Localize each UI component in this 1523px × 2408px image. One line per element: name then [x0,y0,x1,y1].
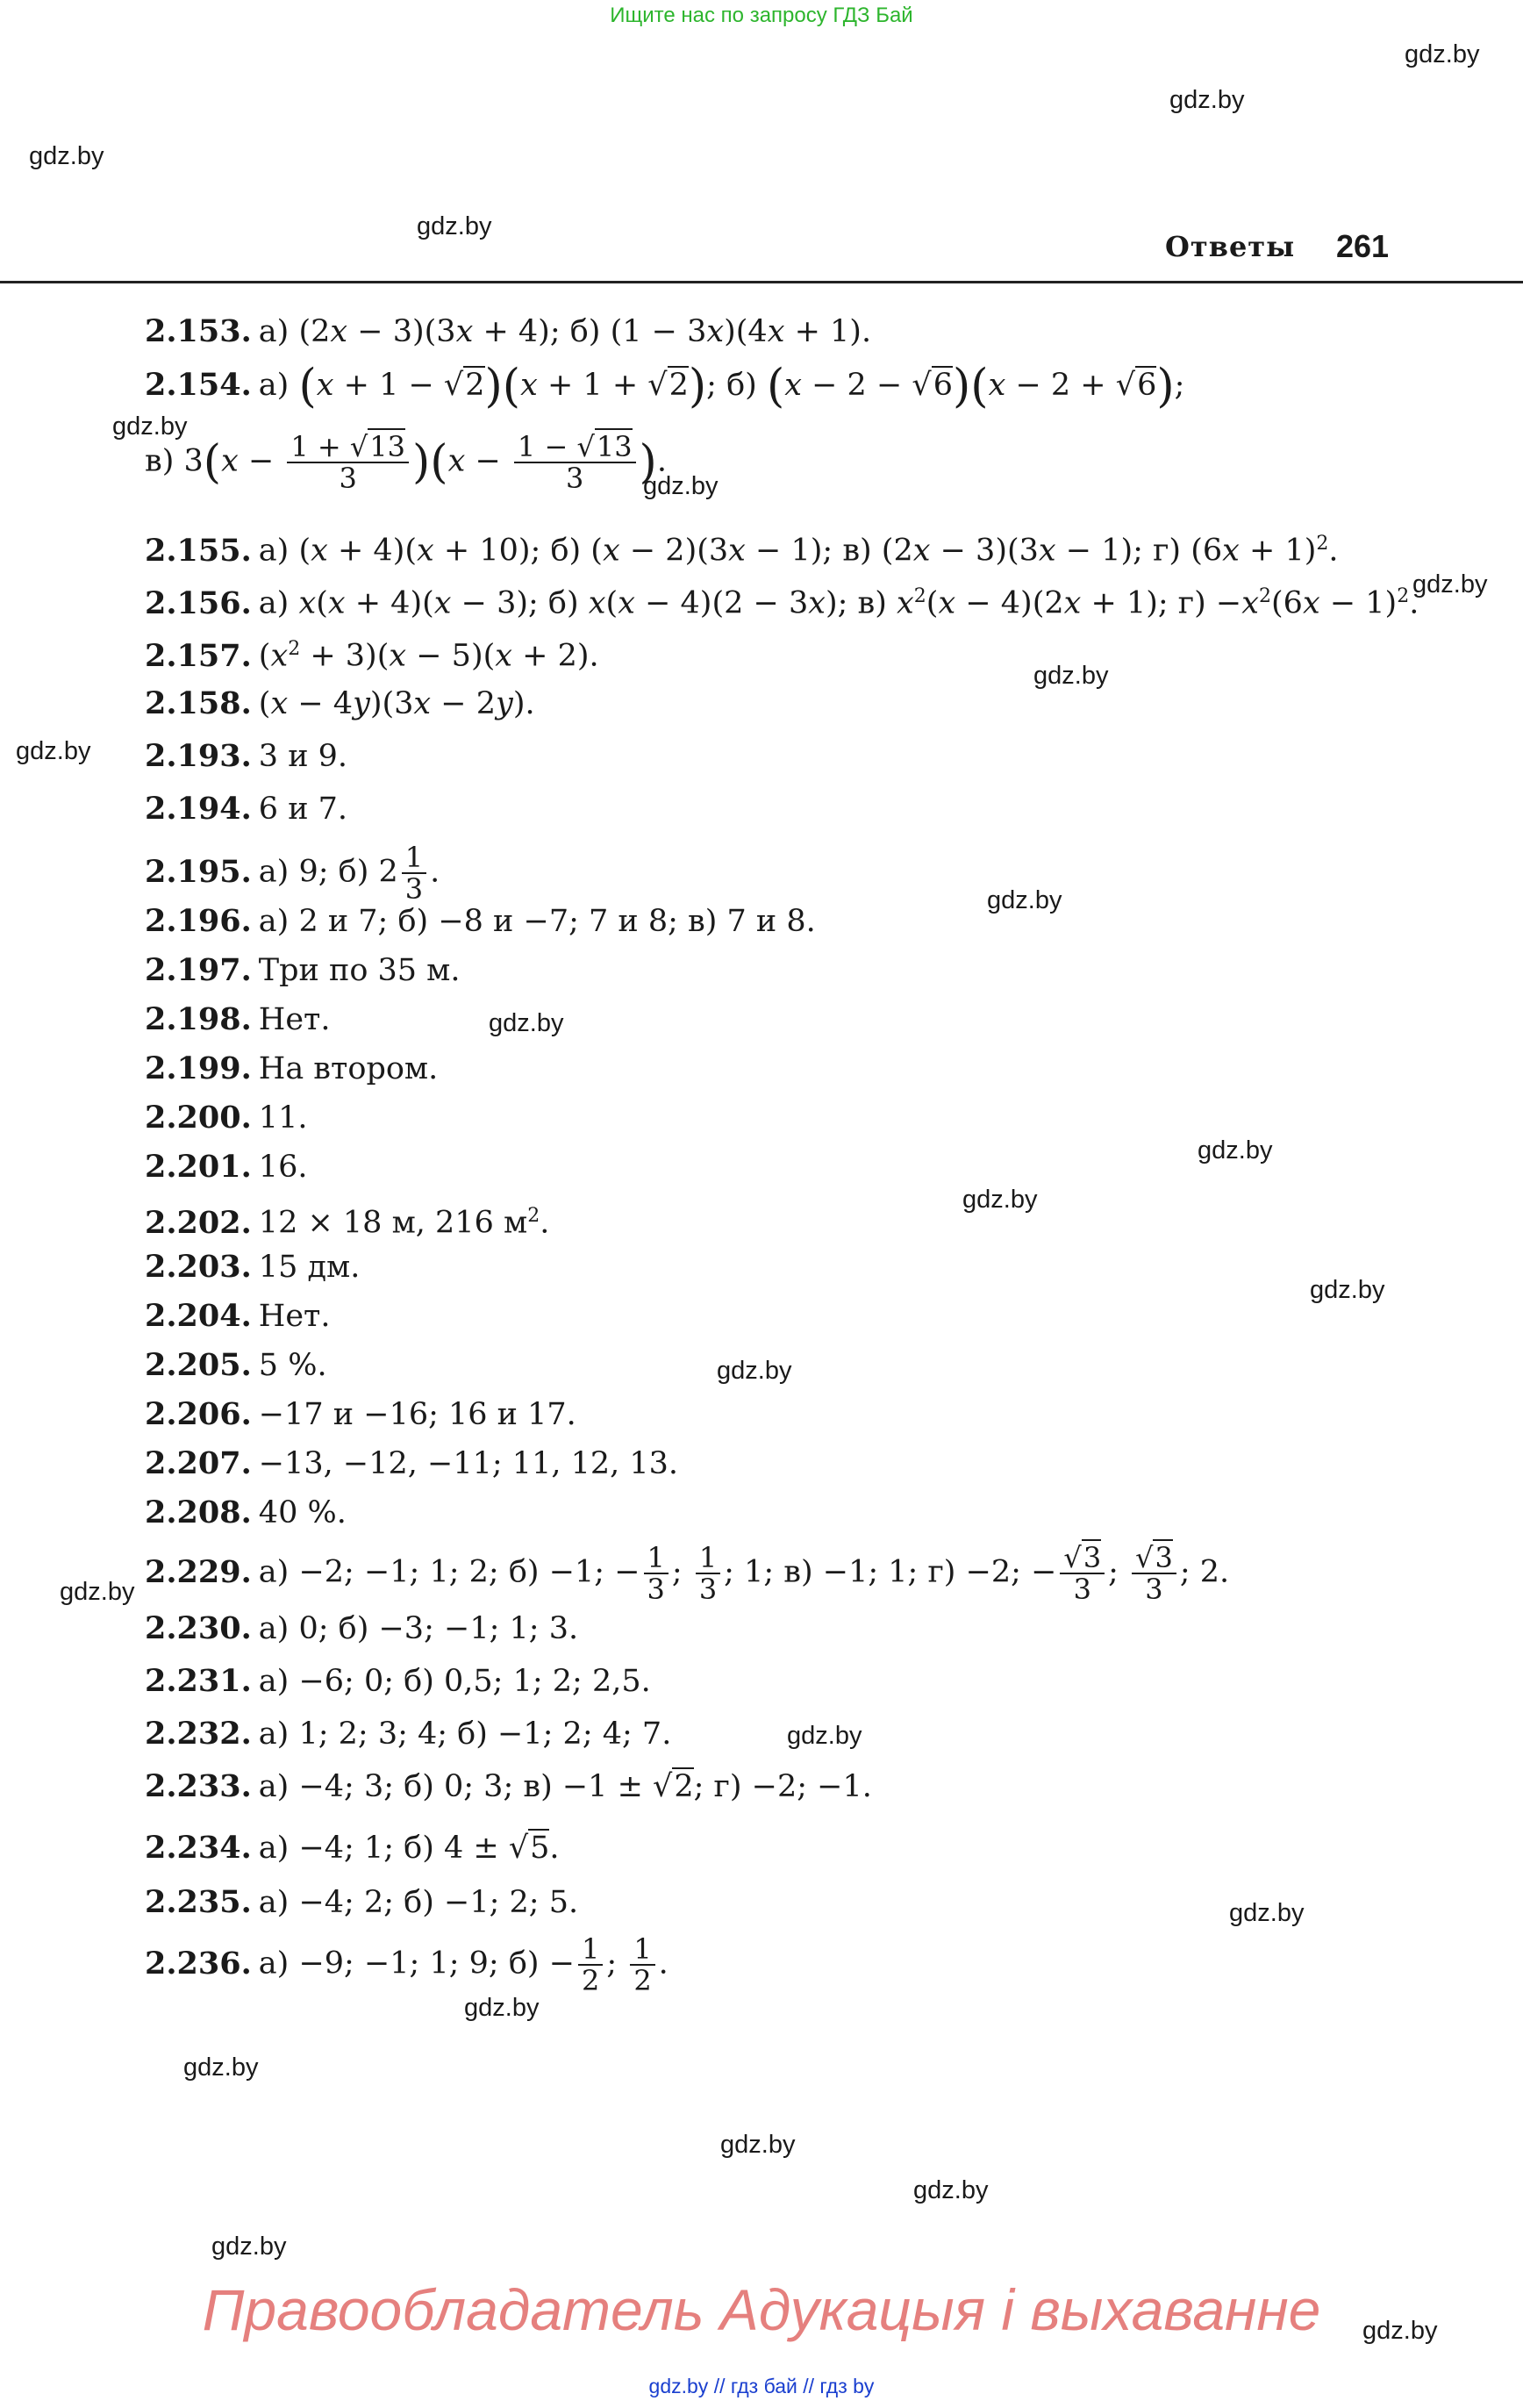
answer-2-201: 2.201. 16. [145,1149,308,1185]
answer-2-205: 2.205. 5 %. [145,1347,327,1383]
answer-2-234: 2.234. а) −4; 1; б) 4 ± √5. [145,1830,560,1866]
watermark: gdz.by [1310,1276,1385,1304]
header-divider [0,281,1523,283]
watermark: gdz.by [787,1722,862,1750]
answer-2-204: 2.204. Нет. [145,1298,331,1334]
watermark: gdz.by [717,1357,792,1385]
section-title: Ответы [1165,230,1296,263]
answer-2-196: 2.196. а) 2 и 7; б) −8 и −7; 7 и 8; в) 7 и 8. [145,903,816,939]
answer-2-229: 2.229. а) −2; −1; 1; 2; б) −1; − $\frac{1}{3}$ ; $\frac{1}{3}$ ; 1; в) −1; 1; г) −2; − $\frac{√3}{3}$ ; $\frac{√3}{3}$ ; 2. [145,1541,1230,1606]
answer-2-157: 2.157. $(x^2 + 3)(x - 5)(x + 2)$. [145,637,599,674]
watermark: gdz.by [1033,662,1109,690]
answer-2-153: 2.153. а) (2x − 3)(3x + 4); б) (1 − 3x)(4x + 1). [145,313,872,349]
answer-2-197: 2.197. Три по 35 м. [145,952,461,988]
watermark: gdz.by [60,1578,135,1606]
watermark: gdz.by [1198,1136,1273,1165]
watermark: gdz.by [464,1994,540,2022]
watermark: gdz.by [720,2131,796,2159]
watermark: gdz.by [183,2053,259,2082]
watermark: gdz.by [962,1186,1038,1214]
watermark: gdz.by [489,1009,564,1037]
answer-2-158: 2.158. (x − 4y)(3x − 2y). [145,685,535,721]
answer-2-235: 2.235. а) −4; 2; б) −1; 2; 5. [145,1884,579,1920]
answer-2-233: 2.233. а) −4; 3; б) 0; 3; в) −1 ± √2; г) −2; −1. [145,1768,872,1804]
watermark: gdz.by [417,212,492,240]
watermark: gdz.by [211,2232,287,2261]
top-banner[interactable]: Ищите нас по запросу ГДЗ Бай [610,4,913,27]
watermark: gdz.by [1362,2317,1438,2345]
footer-links[interactable]: gdz.by // гдз бай // гдз by [648,2375,875,2397]
answer-2-155: 2.155. а) (x + 4)(x + 10); б) (x − 2)(3x − 1); в) (2x − 3)(3x − 1); г) $(6x + 1)^2$. [145,532,1339,569]
watermark: gdz.by [643,472,719,500]
answer-2-194: 2.194. 6 и 7. [145,791,348,827]
copyright-notice: Правообладатель Адукацыя і выхаванне [202,2277,1321,2342]
watermark: gdz.by [1229,1899,1305,1927]
answer-2-156: 2.156. а) x(x + 4)(x − 3); б) x(x − 4)(2 − 3x); в) $x^2(x - 4)(2x + 1)$; $г) -x^2(6x - 1)^2$. [145,584,1419,621]
answer-2-230: 2.230. а) 0; б) −3; −1; 1; 3. [145,1610,579,1646]
watermark: gdz.by [1169,86,1245,114]
watermark: gdz.by [16,737,91,765]
answer-2-154-v: в) 3(x − $\frac{1 + √13}{3}$ )(x − $\frac{1 - √13}{3}$ ). [145,430,667,495]
answer-2-199: 2.199. На втором. [145,1050,439,1086]
answer-2-193: 2.193. 3 и 9. [145,738,348,774]
answer-2-154: 2.154. а) (x + 1 − √2)(x + 1 + √2); б) (x − 2 − √6)(x − 2 + √6); [145,360,1185,413]
answer-2-207: 2.207. −13, −12, −11; 11, 12, 13. [145,1445,679,1481]
answer-2-203: 2.203. 15 дм. [145,1249,361,1285]
answer-2-208: 2.208. 40 %. [145,1494,347,1530]
watermark: gdz.by [29,142,104,170]
watermark: gdz.by [913,2176,989,2204]
answer-2-202: 2.202. 12 × 18 м, 216 $м^2$. [145,1204,550,1241]
watermark: gdz.by [112,412,188,441]
watermark: gdz.by [987,886,1062,914]
answer-2-198: 2.198. Нет. [145,1001,331,1037]
answer-2-231: 2.231. а) −6; 0; б) 0,5; 1; 2; 2,5. [145,1663,651,1699]
answer-2-200: 2.200. 11. [145,1100,308,1136]
answer-2-195: 2.195. а) 9; б) 2 $\frac{1}{3}$ . [145,841,440,906]
watermark: gdz.by [1412,570,1488,598]
watermark: gdz.by [1405,40,1480,68]
answer-2-236: 2.236. а) −9; −1; 1; 9; б) − $\frac{1}{2}$ ; $\frac{1}{2}$ . [145,1932,669,1997]
page-number: 261 [1336,228,1390,264]
answer-2-232: 2.232. а) 1; 2; 3; 4; б) −1; 2; 4; 7. [145,1716,672,1752]
answer-2-206: 2.206. −17 и −16; 16 и 17. [145,1396,576,1432]
